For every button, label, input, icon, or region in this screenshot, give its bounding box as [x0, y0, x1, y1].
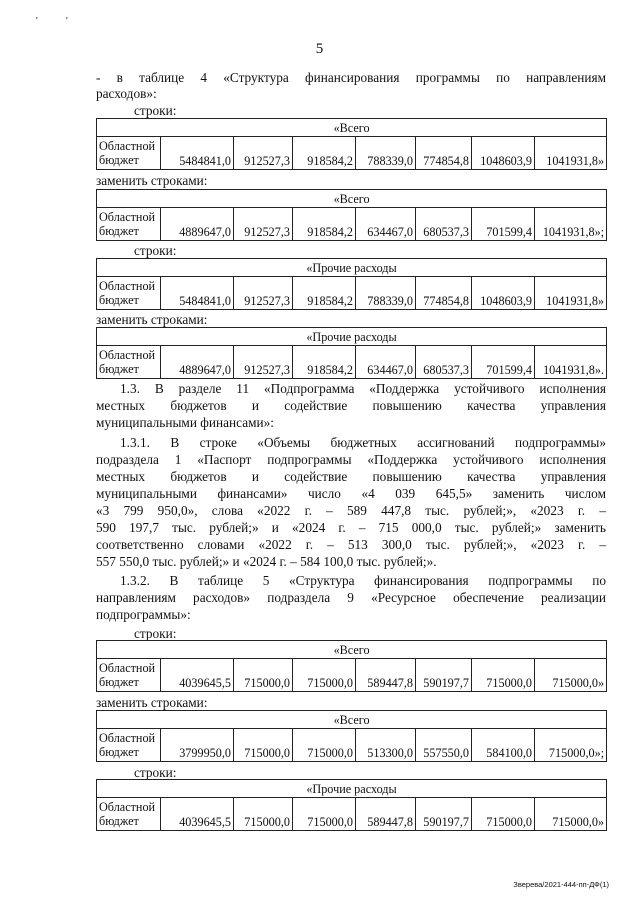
- row-name: Областной бюджет: [97, 729, 161, 762]
- cell-value: 774854,8: [416, 137, 472, 170]
- finance-table: [96, 327, 607, 379]
- table-row: [97, 659, 607, 692]
- cell-value: 715000,0»;: [535, 729, 607, 762]
- cell-value: 788339,0: [356, 277, 416, 310]
- cell-value: 701599,4: [472, 208, 535, 241]
- row-name: Областной бюджет: [97, 137, 161, 170]
- cell-value: 774854,8: [416, 277, 472, 310]
- label-rows: строки:: [134, 626, 177, 641]
- cell-value: 589447,8: [356, 798, 416, 831]
- paragraph-line: местных бюджетов и содействие повышению качества управления: [96, 398, 606, 413]
- cell-value: 715000,0: [293, 659, 356, 692]
- table-row: [97, 798, 607, 831]
- cell-value: 589447,8: [356, 659, 416, 692]
- table-row: [97, 137, 607, 170]
- table-header: «Всего: [97, 711, 607, 729]
- table-header: «Прочие расходы: [97, 780, 607, 798]
- label-replace: заменить строками:: [96, 312, 208, 327]
- cell-value: 5484841,0: [161, 277, 234, 310]
- intro-line: расходов»:: [96, 86, 157, 101]
- cell-value: 912527,3: [234, 208, 293, 241]
- cell-value: 912527,3: [234, 137, 293, 170]
- scan-mark: ': [36, 16, 38, 27]
- finance-table: [96, 779, 607, 831]
- cell-value: 715000,0: [472, 659, 535, 692]
- page-number: 5: [315, 41, 324, 57]
- table-header: «Всего: [97, 190, 607, 208]
- label-replace: заменить строками:: [96, 695, 208, 710]
- cell-value: 912527,3: [234, 277, 293, 310]
- cell-value: 715000,0»: [535, 798, 607, 831]
- paragraph-line: 1.3. В разделе 11 «Подпрограмма «Поддержка устойчивого исполнения: [120, 381, 606, 396]
- finance-table: [96, 710, 607, 762]
- paragraph-line: 1.3.1. В строке «Объемы бюджетных ассигнований подпрограммы»: [120, 435, 606, 450]
- cell-value: 715000,0: [472, 798, 535, 831]
- row-name: Областной бюджет: [97, 659, 161, 692]
- cell-value: 788339,0: [356, 137, 416, 170]
- cell-value: 715000,0: [234, 659, 293, 692]
- cell-value: 634467,0: [356, 346, 416, 379]
- cell-value: 918584,2: [293, 277, 356, 310]
- paragraph-line: 1.3.2. В таблице 5 «Структура финансирования подпрограммы по: [120, 573, 606, 588]
- cell-value: 1041931,8»: [535, 137, 607, 170]
- label-rows: строки:: [134, 765, 177, 780]
- paragraph-line: «3 799 950,0», слова «2022 г. – 589 447,8 тыс. рублей;», «2023 г. –: [96, 503, 606, 518]
- paragraph-line: подраздела 1 «Паспорт подпрограммы «Поддержка устойчивого исполнения: [96, 452, 606, 467]
- cell-value: 715000,0: [293, 729, 356, 762]
- cell-value: 1048603,9: [472, 277, 535, 310]
- cell-value: 590197,7: [416, 798, 472, 831]
- cell-value: 715000,0»: [535, 659, 607, 692]
- cell-value: 715000,0: [234, 798, 293, 831]
- cell-value: 4889647,0: [161, 346, 234, 379]
- cell-value: 4889647,0: [161, 208, 234, 241]
- paragraph-line: соответственно словами «2022 г. – 513 300,0 тыс. рублей;», «2023 г. –: [96, 537, 606, 552]
- paragraph-line: муниципальными финансами» число «4 039 645,5» заменить числом: [96, 486, 606, 501]
- table-row: [97, 729, 607, 762]
- label-rows: строки:: [134, 103, 177, 118]
- footer-reference: Зверева/2021-444-пп-ДФ(1): [513, 880, 609, 889]
- paragraph-line: направлениям расходов» подраздела 9 «Ресурсное обеспечение реализации: [96, 590, 606, 605]
- intro-line: - в таблице 4 «Структура финансирования программы по направлениям: [96, 70, 606, 85]
- row-name: Областной бюджет: [97, 277, 161, 310]
- paragraph-line: местных бюджетов и содействие повышению качества управления: [96, 469, 606, 484]
- label-rows: строки:: [134, 243, 177, 258]
- paragraph-line: муниципальными финансами»:: [96, 415, 274, 430]
- cell-value: 5484841,0: [161, 137, 234, 170]
- cell-value: 701599,4: [472, 346, 535, 379]
- cell-value: 513300,0: [356, 729, 416, 762]
- cell-value: 918584,2: [293, 137, 356, 170]
- cell-value: 3799950,0: [161, 729, 234, 762]
- cell-value: 715000,0: [293, 798, 356, 831]
- label-replace: заменить строками:: [96, 173, 208, 188]
- cell-value: 1041931,8».: [535, 346, 607, 379]
- table-header: «Всего: [97, 641, 607, 659]
- paragraph-line: 557 550,0 тыс. рублей;» и «2024 г. – 584 100,0 тыс. рублей;».: [96, 554, 437, 569]
- cell-value: 584100,0: [472, 729, 535, 762]
- cell-value: 918584,2: [293, 208, 356, 241]
- row-name: Областной бюджет: [97, 346, 161, 379]
- row-name: Областной бюджет: [97, 208, 161, 241]
- cell-value: 912527,3: [234, 346, 293, 379]
- cell-value: 1041931,8»;: [535, 208, 607, 241]
- cell-value: 557550,0: [416, 729, 472, 762]
- cell-value: 590197,7: [416, 659, 472, 692]
- row-name: Областной бюджет: [97, 798, 161, 831]
- cell-value: 715000,0: [234, 729, 293, 762]
- cell-value: 680537,3: [416, 346, 472, 379]
- paragraph-line: 590 197,7 тыс. рублей;» и «2024 г. – 715 000,0 тыс. рублей;» заменить: [96, 520, 606, 535]
- paragraph-line: подпрограммы»:: [96, 607, 191, 622]
- cell-value: 634467,0: [356, 208, 416, 241]
- finance-table: [96, 118, 607, 170]
- table-header: «Всего: [97, 119, 607, 137]
- cell-value: 1048603,9: [472, 137, 535, 170]
- table-header: «Прочие расходы: [97, 328, 607, 346]
- table-row: [97, 346, 607, 379]
- cell-value: 680537,3: [416, 208, 472, 241]
- table-row: [97, 208, 607, 241]
- cell-value: 4039645,5: [161, 659, 234, 692]
- cell-value: 1041931,8»: [535, 277, 607, 310]
- cell-value: 4039645,5: [161, 798, 234, 831]
- finance-table: [96, 258, 607, 310]
- table-row: [97, 277, 607, 310]
- finance-table: [96, 189, 607, 241]
- cell-value: 918584,2: [293, 346, 356, 379]
- finance-table: [96, 640, 607, 692]
- scan-mark: ': [66, 16, 68, 27]
- table-header: «Прочие расходы: [97, 259, 607, 277]
